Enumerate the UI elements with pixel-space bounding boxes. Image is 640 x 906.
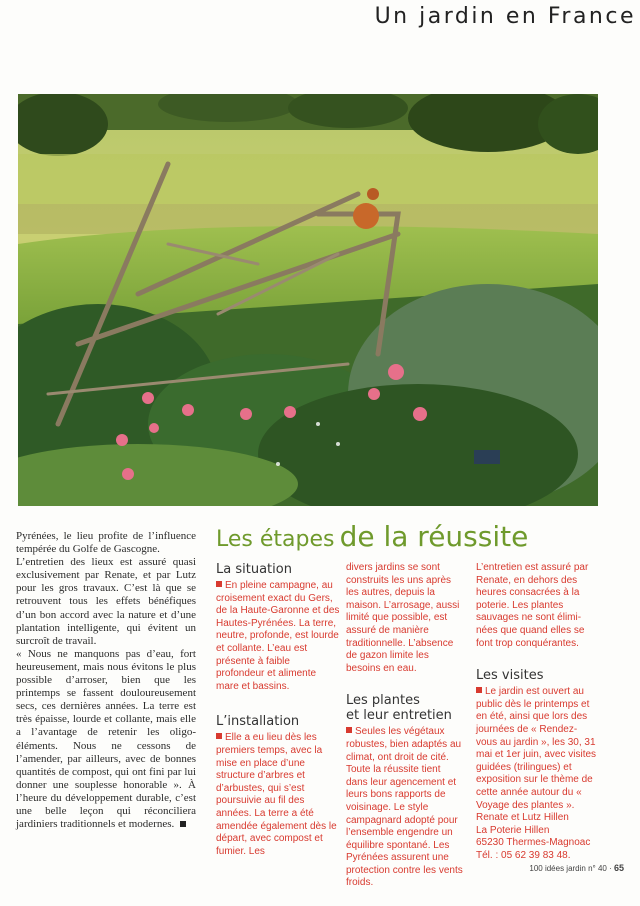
left-text-column	[16, 530, 196, 831]
bullet-icon	[216, 581, 222, 587]
bullet-icon	[346, 727, 352, 733]
paragraph: L’entretien des lieux est assuré quasi exclusivement par Renate, et par Lutz pour les gros travaux. C’est là que se retrouvent tous les effets bénéfiques d’un bon accord avec la nature et d’une plantation intelligente, qui évitent un surcroît de travail.	[16, 556, 196, 647]
section-text: divers jardins se sont construits les uns après les autres, depuis la maison. L’arrosage, aussi limité que possible, est assuré de manière traditionnelle. L’absence de gazon limite les besoins en eau.	[346, 562, 460, 674]
page-footer	[529, 863, 624, 873]
address-line: La Poterie Hillen	[476, 824, 550, 836]
page-header: Un jardin en France	[374, 4, 636, 29]
end-of-article-icon	[180, 821, 186, 827]
section-title-line: Les plantes	[346, 693, 420, 709]
garden-photo	[18, 94, 598, 506]
section-title-line: et leur entretien	[346, 708, 452, 724]
section-text-content: Le jardin est ouvert au public dès le printemps et en été, ainsi que lors des journées de « Rendez-vous au jardin », les 30, 31 mai et 1er juin, avec visites guidées (trilingues) et exposition sur le thème de cette année autour du « Voyage des plantes ».	[476, 686, 597, 811]
box-column-1	[216, 562, 341, 858]
section-title: La situation	[216, 562, 292, 577]
section-title: Les visites	[476, 668, 544, 684]
footer-text: 100 idées jardin n° 40 ·	[529, 864, 612, 873]
section-text-content: Seules les végétaux robustes, bien adaptés au climat, ont droit de cité. Toute la réussite tient dans leur agencement et leurs bons rapports de voisinage. Le style campagnard adopté pour l’ensemble engendre un équilibre spontané. Les Pyrénées assurent une protection contre les vents froids.	[346, 726, 463, 889]
section-title	[346, 693, 464, 723]
paragraph	[16, 648, 196, 831]
section-text-content: En pleine campagne, au croisement exact du Gers, de la Haute-Garonne et des Hautes-Pyrénées. La terre, neutre, profonde, est lourde et collante. L’eau est présente à faible profondeur et alimente mare et bassins.	[216, 580, 340, 692]
box-title	[216, 520, 616, 553]
paragraph-text: « Nous ne manquons pas d’eau, fort heureusement, mais nous évitons le plus possible d’arroser, bien que les printemps se fassent douloureusement secs, ces dernières années. La terre est très épaisse, lourde et collante, mais elle a l’avantage de retenir les oligo-éléments. Nous ne cessons de l’amender, par ailleurs, avec de bonnes quantités de compost, qui ont fini par lui donner une souplesse honorable ». À l’heure du développement durable, c’est une belle leçon qui réconciliera jardiniers traditionnels et modernes.	[16, 647, 196, 831]
section-text: L’entretien est assuré par Renate, en dehors des heures consacrées à la poterie. Les plantes sauvages ne sont élimi-nées que quand elles se font trop conquérantes.	[476, 562, 589, 649]
box-column-3	[476, 562, 598, 862]
box-title-small: Les étapes	[216, 527, 335, 552]
bullet-icon	[216, 733, 222, 739]
box-column-2	[346, 562, 464, 890]
section-text	[476, 686, 598, 812]
section-text	[216, 580, 341, 693]
address-line: Renate et Lutz Hillen	[476, 812, 569, 824]
section-text	[216, 732, 341, 858]
bullet-icon	[476, 687, 482, 693]
address-line: 65230 Thermes-Magnoac	[476, 837, 591, 849]
box-title-big: de la réussite	[339, 520, 529, 553]
section-text-content: Elle a eu lieu dès les premiers temps, avec la mise en place d’une structure d’arbres et d’arbustes, qui s’est poursuivie au fil des années. La terre a été amendée également dès le départ, avec compost et fumier. Les	[216, 732, 337, 857]
paragraph: Pyrénées, le lieu profite de l’influence tempérée du Golfe de Gascogne.	[16, 530, 196, 556]
section-title: L’installation	[216, 714, 300, 730]
section-text	[346, 726, 464, 890]
address	[476, 812, 598, 862]
address-line: Tél. : 05 62 39 83 48.	[476, 849, 571, 861]
page-number: 65	[613, 863, 624, 873]
